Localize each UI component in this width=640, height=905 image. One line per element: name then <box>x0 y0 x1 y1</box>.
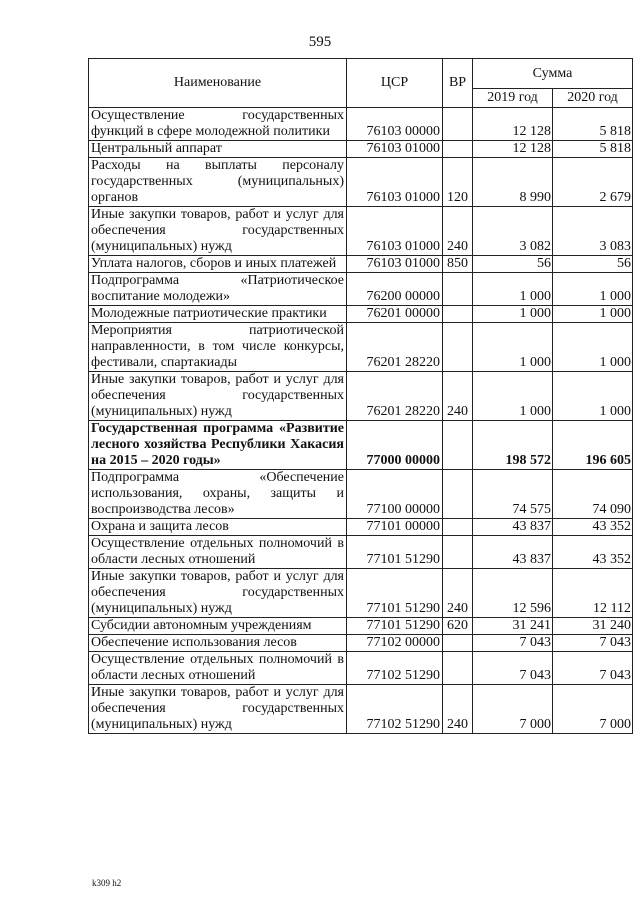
row-amount-2019: 1 000 <box>473 323 553 372</box>
row-name: Расходы на выплаты персоналу государственных (муниципальных) органов <box>89 158 347 207</box>
table-row <box>89 635 633 652</box>
row-csr: 76103 01000 <box>347 141 443 158</box>
row-csr: 76201 00000 <box>347 306 443 323</box>
row-amount-2019: 1 000 <box>473 306 553 323</box>
row-csr: 76201 28220 <box>347 372 443 421</box>
row-amount-2019: 1 000 <box>473 372 553 421</box>
row-vr: 850 <box>443 256 473 273</box>
row-vr: 120 <box>443 158 473 207</box>
row-csr: 77101 51290 <box>347 536 443 569</box>
row-csr: 76103 01000 <box>347 207 443 256</box>
row-csr: 77102 51290 <box>347 685 443 734</box>
row-name: Иные закупки товаров, работ и услуг для обеспечения государственных (муниципальных) нужд <box>89 685 347 734</box>
row-name: Иные закупки товаров, работ и услуг для обеспечения государственных (муниципальных) нужд <box>89 569 347 618</box>
row-csr: 77102 00000 <box>347 635 443 652</box>
header-name: Наименование <box>89 59 347 108</box>
row-name: Подпрограмма «Патриотическое воспитание молодежи» <box>89 273 347 306</box>
row-amount-2019: 31 241 <box>473 618 553 635</box>
row-amount-2020: 7 043 <box>553 635 633 652</box>
table-row <box>89 652 633 685</box>
table-header <box>89 59 633 108</box>
page-number: 595 <box>308 34 332 50</box>
row-amount-2019: 43 837 <box>473 536 553 569</box>
row-amount-2020: 7 043 <box>553 652 633 685</box>
header-year-2019: 2019 год <box>473 89 553 108</box>
row-amount-2020: 43 352 <box>553 536 633 569</box>
table-row <box>89 323 633 372</box>
row-amount-2020: 5 818 <box>553 108 633 141</box>
table-row <box>89 372 633 421</box>
row-amount-2020: 1 000 <box>553 323 633 372</box>
row-name: Центральный аппарат <box>89 141 347 158</box>
row-amount-2020: 7 000 <box>553 685 633 734</box>
row-name: Осуществление отдельных полномочий в области лесных отношений <box>89 652 347 685</box>
row-csr: 76103 01000 <box>347 158 443 207</box>
row-vr <box>443 635 473 652</box>
row-amount-2020: 196 605 <box>553 421 633 470</box>
row-amount-2019: 12 128 <box>473 141 553 158</box>
budget-table <box>88 58 633 734</box>
row-amount-2019: 198 572 <box>473 421 553 470</box>
row-csr: 77000 00000 <box>347 421 443 470</box>
row-amount-2019: 7 000 <box>473 685 553 734</box>
row-csr: 76201 28220 <box>347 323 443 372</box>
row-vr: 240 <box>443 372 473 421</box>
table-row <box>89 421 633 470</box>
table-row <box>89 306 633 323</box>
row-name: Подпрограмма «Обеспечение использования, охраны, защиты и воспроизводства лесов» <box>89 470 347 519</box>
row-amount-2019: 12 128 <box>473 108 553 141</box>
header-year-2020: 2020 год <box>553 89 633 108</box>
row-csr: 76200 00000 <box>347 273 443 306</box>
table-row <box>89 569 633 618</box>
row-vr <box>443 536 473 569</box>
row-amount-2020: 5 818 <box>553 141 633 158</box>
row-amount-2019: 3 082 <box>473 207 553 256</box>
row-name: Охрана и защита лесов <box>89 519 347 536</box>
footer-code: k309 h2 <box>92 878 122 888</box>
row-amount-2019: 7 043 <box>473 635 553 652</box>
row-vr <box>443 421 473 470</box>
row-csr: 76103 01000 <box>347 256 443 273</box>
row-vr <box>443 306 473 323</box>
row-vr <box>443 273 473 306</box>
table-body <box>89 108 633 734</box>
row-vr: 240 <box>443 569 473 618</box>
row-vr <box>443 141 473 158</box>
header-sum: Сумма <box>473 59 633 89</box>
row-amount-2019: 1 000 <box>473 273 553 306</box>
table-row <box>89 273 633 306</box>
row-name: Субсидии автономным учреждениям <box>89 618 347 635</box>
header-vr: ВР <box>443 59 473 108</box>
table-row <box>89 207 633 256</box>
table-row <box>89 536 633 569</box>
table-row <box>89 685 633 734</box>
row-amount-2020: 1 000 <box>553 273 633 306</box>
row-amount-2019: 56 <box>473 256 553 273</box>
row-csr: 77101 00000 <box>347 519 443 536</box>
row-amount-2020: 56 <box>553 256 633 273</box>
row-name: Иные закупки товаров, работ и услуг для обеспечения государственных (муниципальных) нужд <box>89 372 347 421</box>
row-vr <box>443 108 473 141</box>
row-amount-2019: 12 596 <box>473 569 553 618</box>
row-amount-2020: 12 112 <box>553 569 633 618</box>
row-amount-2020: 31 240 <box>553 618 633 635</box>
row-name: Мероприятия патриотической направленности, в том числе конкурсы, фестивали, спартакиады <box>89 323 347 372</box>
row-csr: 77101 51290 <box>347 569 443 618</box>
row-name: Государственная программа «Развитие лесного хозяйства Республики Хакасия на 2015 – 2020 годы» <box>89 421 347 470</box>
table-row <box>89 256 633 273</box>
row-vr <box>443 323 473 372</box>
row-amount-2019: 8 990 <box>473 158 553 207</box>
row-name: Уплата налогов, сборов и иных платежей <box>89 256 347 273</box>
row-name: Иные закупки товаров, работ и услуг для обеспечения государственных (муниципальных) нужд <box>89 207 347 256</box>
row-name: Обеспечение использования лесов <box>89 635 347 652</box>
table-row <box>89 470 633 519</box>
row-vr <box>443 652 473 685</box>
row-csr: 77101 51290 <box>347 618 443 635</box>
row-vr <box>443 519 473 536</box>
row-amount-2020: 1 000 <box>553 306 633 323</box>
row-vr: 620 <box>443 618 473 635</box>
row-name: Осуществление государственных функций в сфере молодежной политики <box>89 108 347 141</box>
row-amount-2019: 74 575 <box>473 470 553 519</box>
table-row <box>89 519 633 536</box>
row-amount-2020: 74 090 <box>553 470 633 519</box>
row-vr <box>443 470 473 519</box>
table-row <box>89 618 633 635</box>
table-row <box>89 141 633 158</box>
row-amount-2019: 43 837 <box>473 519 553 536</box>
row-amount-2020: 43 352 <box>553 519 633 536</box>
row-vr: 240 <box>443 685 473 734</box>
row-csr: 77102 51290 <box>347 652 443 685</box>
row-amount-2020: 3 083 <box>553 207 633 256</box>
header-csr: ЦСР <box>347 59 443 108</box>
table-row <box>89 158 633 207</box>
row-csr: 77100 00000 <box>347 470 443 519</box>
row-vr: 240 <box>443 207 473 256</box>
row-amount-2020: 1 000 <box>553 372 633 421</box>
row-amount-2020: 2 679 <box>553 158 633 207</box>
row-csr: 76103 00000 <box>347 108 443 141</box>
row-name: Молодежные патриотические практики <box>89 306 347 323</box>
row-name: Осуществление отдельных полномочий в области лесных отношений <box>89 536 347 569</box>
row-amount-2019: 7 043 <box>473 652 553 685</box>
table-row <box>89 108 633 141</box>
